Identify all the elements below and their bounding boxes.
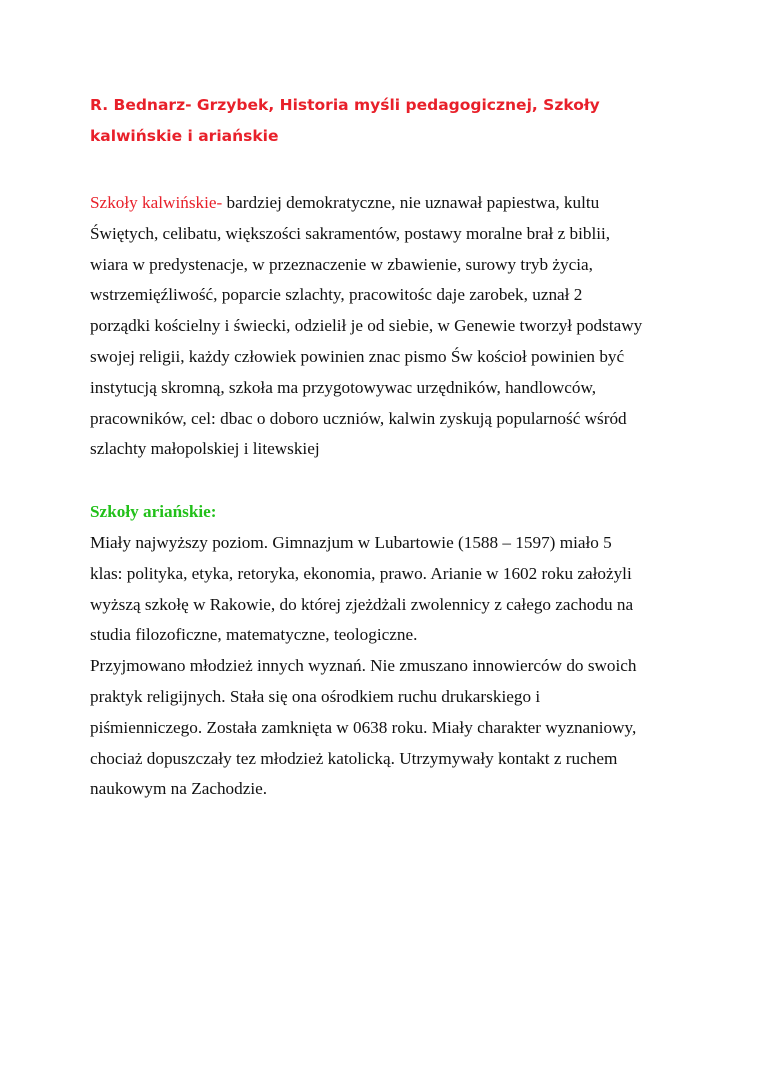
arian-line: chociaż dopuszczały tez młodzież katolicką. Utrzymywały kontakt z ruchem bbox=[90, 748, 618, 768]
kalwin-line: swojej religii, każdy człowiek powinien znac pismo Św kościoł powinien być bbox=[90, 346, 625, 366]
kalwin-heading: Szkoły kalwińskie- bbox=[90, 193, 223, 212]
arian-line: Miały najwyższy poziom. Gimnazjum w Lubartowie (1588 – 1597) miało 5 bbox=[90, 533, 612, 552]
arian-line: naukowym na Zachodzie. bbox=[90, 779, 268, 799]
arian-line: Przyjmowano młodzież innych wyznań. Nie zmuszano innowierców do swoich bbox=[90, 656, 637, 676]
kalwin-line: szlachty małopolskiej i litewskiej bbox=[90, 439, 320, 459]
kalwin-line-1 bbox=[90, 188, 690, 219]
arian-paragraph bbox=[90, 528, 690, 805]
arian-heading: Szkoły ariańskie: bbox=[90, 502, 217, 521]
document-title: R. Bednarz- Grzybek, Historia myśli pedagogicznej, Szkoły kalwińskie i ariańskie bbox=[90, 96, 600, 145]
kalwin-line: instytucją skromną, szkoła ma przygotowywac urzędników, handlowców, bbox=[90, 377, 597, 397]
kalwin-line: wstrzemięźliwość, poparcie szlachty, pracowitośc daje zarobek, uznał 2 bbox=[90, 285, 583, 305]
kalwin-line-text: bardziej demokratyczne, nie uznawał papiestwa, kultu bbox=[222, 193, 600, 212]
arian-line: praktyk religijnych. Stała się ona ośrodkiem ruchu drukarskiego i bbox=[90, 686, 541, 706]
arian-line: wyższą szkołę w Rakowie, do której zjeżdżali zwolennicy z całego zachodu na bbox=[90, 594, 634, 614]
arian-line: studia filozoficzne, matematyczne, teologiczne. bbox=[90, 625, 418, 645]
kalwin-paragraph bbox=[90, 188, 690, 465]
arian-line: piśmienniczego. Została zamknięta w 0638 roku. Miały charakter wyznaniowy, bbox=[90, 717, 637, 737]
kalwin-line: wiara w predystenacje, w przeznaczenie w zbawienie, surowy tryb życia, bbox=[90, 254, 593, 274]
kalwin-line: porządki kościelny i świecki, odzielił je od siebie, w Genewie tworzył podstawy bbox=[90, 316, 643, 336]
kalwin-line: Świętych, celibatu, większości sakramentów, postawy moralne brał z biblii, bbox=[90, 223, 611, 243]
kalwin-line: pracowników, cel: dbac o doboro uczniów, kalwin zyskują popularność wśród bbox=[90, 408, 627, 428]
arian-line: klas: polityka, etyka, retoryka, ekonomia, prawo. Arianie w 1602 roku założyli bbox=[90, 563, 632, 583]
